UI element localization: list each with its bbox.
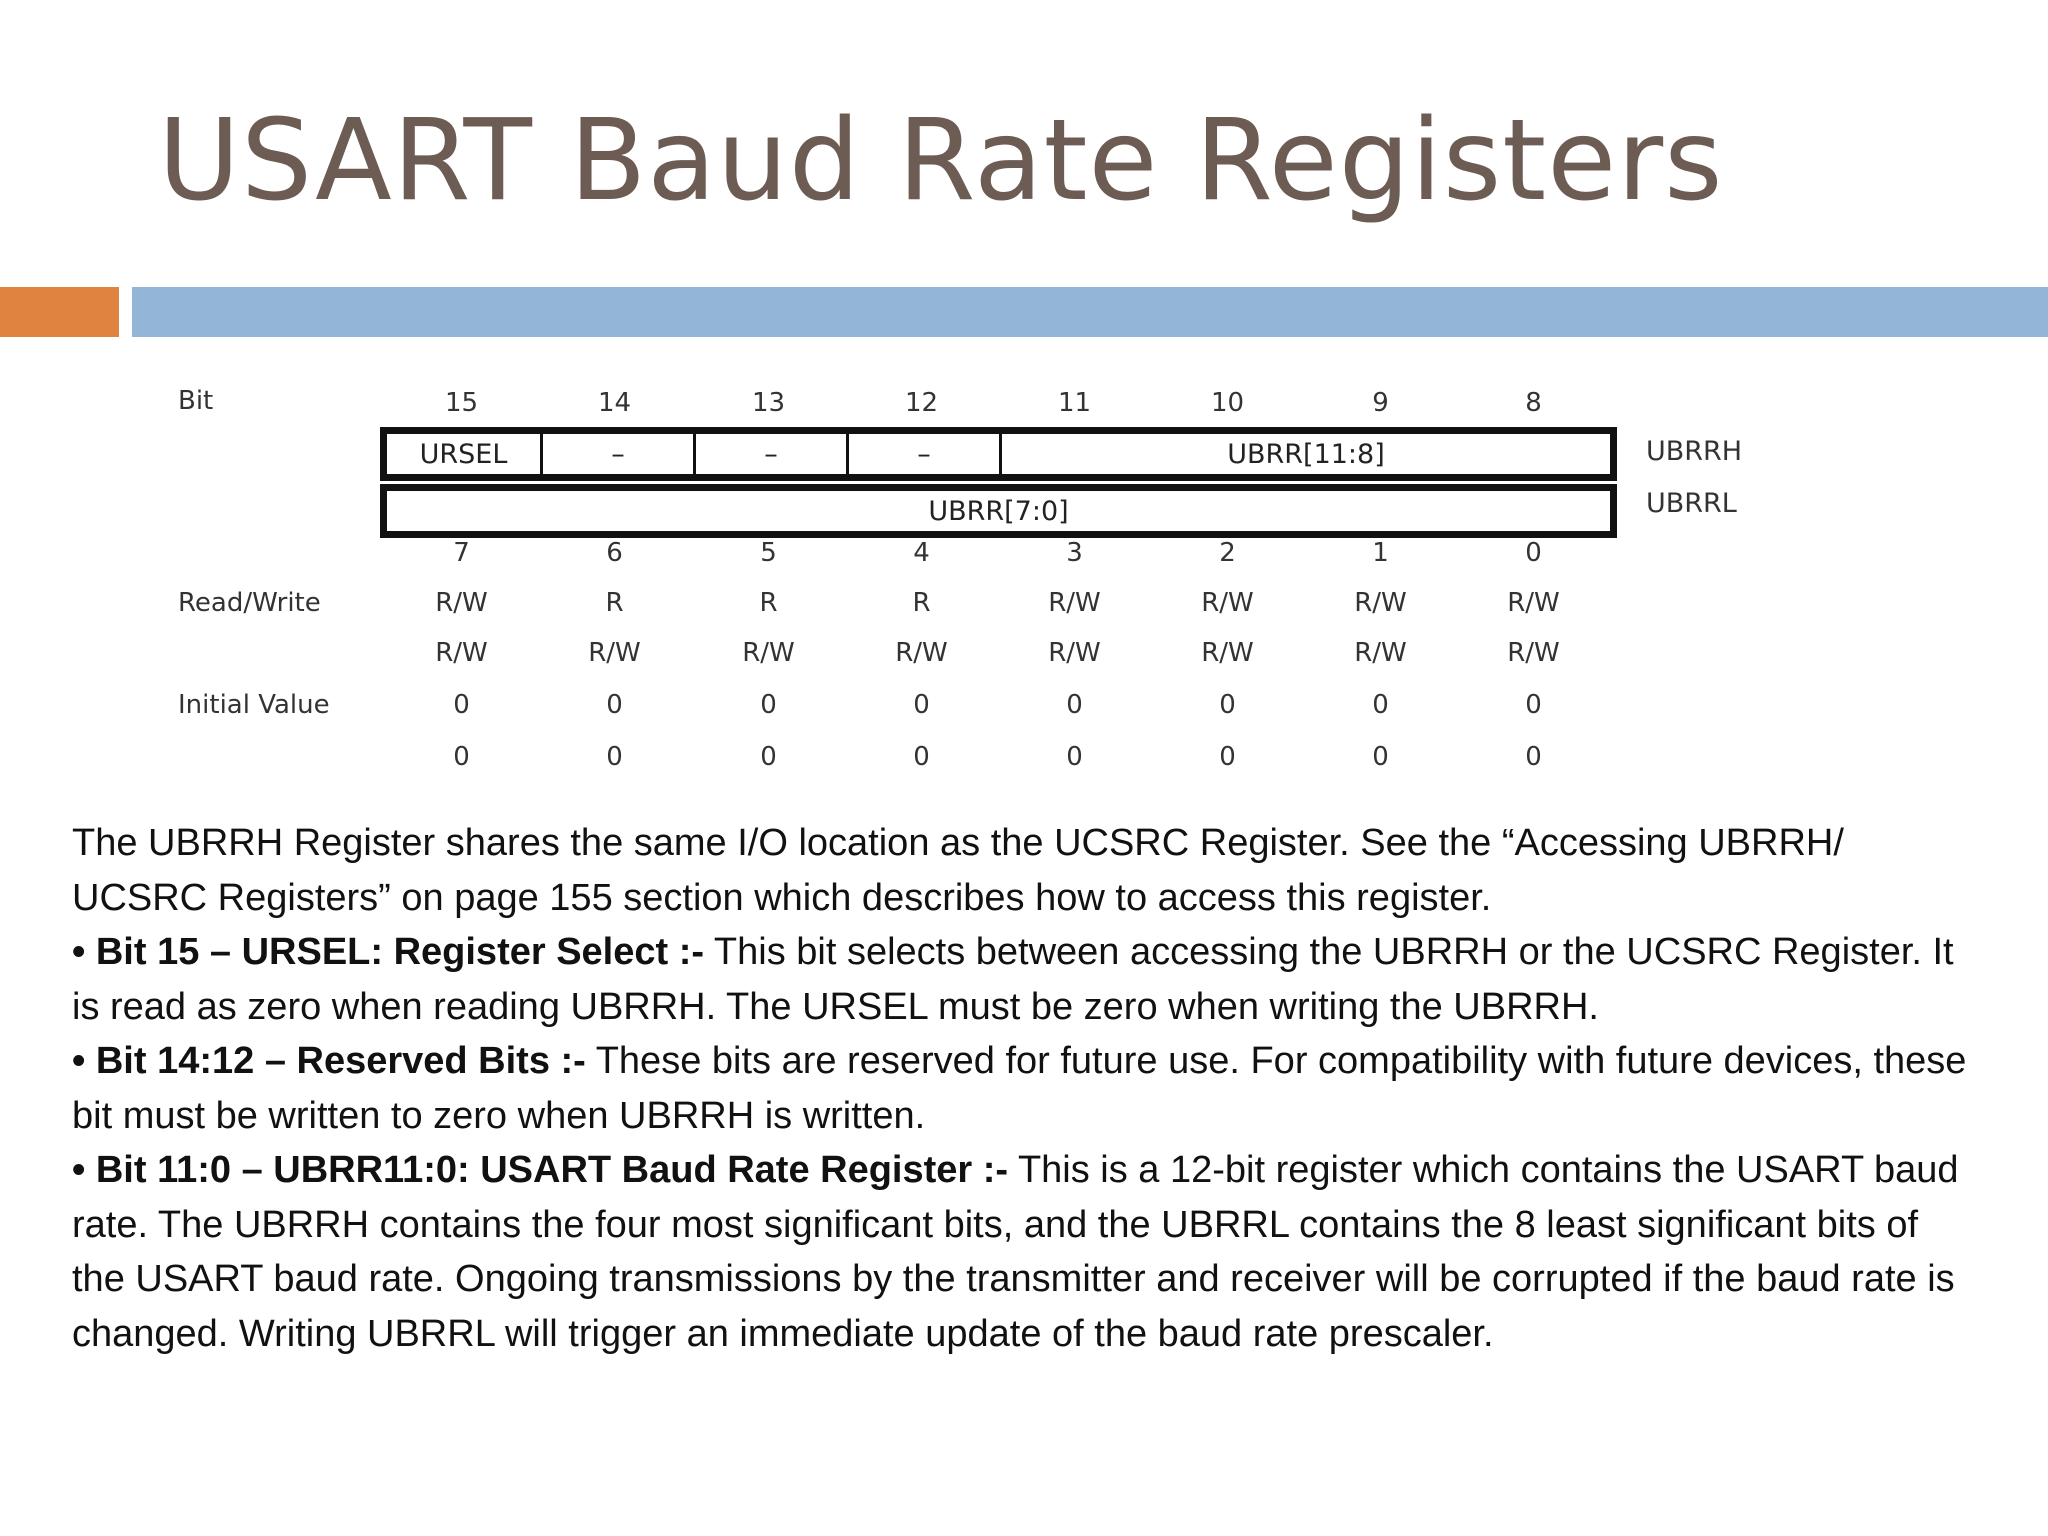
rw-value: R/W [1507, 588, 1560, 618]
bit-number: 9 [1372, 388, 1389, 418]
initial-value: 0 [1219, 690, 1236, 720]
rw-value: R/W [1048, 638, 1101, 668]
bit-number: 2 [1219, 538, 1236, 568]
bit-number: 5 [760, 538, 777, 568]
bit-number: 11 [1057, 388, 1092, 418]
bit-number: 10 [1210, 388, 1245, 418]
initial-value: 0 [913, 742, 930, 772]
register-field-reserved: – [696, 434, 849, 474]
register-field-reserved: – [849, 434, 1002, 474]
initial-value: 0 [1372, 742, 1389, 772]
ubrrl-register-row [380, 484, 1617, 538]
rw-value: R/W [1354, 588, 1407, 618]
rw-value: R/W [588, 638, 641, 668]
bit-number: 1 [1372, 538, 1389, 568]
bit-number: 0 [1525, 538, 1542, 568]
register-name-ubrrl: UBRRL [1646, 488, 1737, 519]
bit-number: 7 [453, 538, 470, 568]
initial-value: 0 [453, 690, 470, 720]
bit-number: 8 [1525, 388, 1542, 418]
initial-value: 0 [1066, 690, 1083, 720]
rw-value: R/W [435, 588, 488, 618]
initial-value: 0 [453, 742, 470, 772]
rw-value: R/W [1354, 638, 1407, 668]
bullet-bit11-0 [72, 1143, 1972, 1361]
rw-value: R [912, 588, 931, 618]
bullet-text: This is a 12-bit register which contains the USART baud rate. The UBRRH contains the four most significant bits, and the UBRRL contains the 8 least significant bits of the USART baud rate. Ongoing transmissions by the transmitter and receiver will be corrupted if the baud rate is changed. Writing UBRRL will trigger an immediate update of the baud rate prescaler. [72, 1149, 1959, 1355]
rw-value: R [759, 588, 778, 618]
slide-title: USART Baud Rate Registers [158, 96, 1724, 226]
rw-value: R/W [895, 638, 948, 668]
rw-value: R [605, 588, 624, 618]
bit-label: Bit [178, 386, 214, 416]
register-field-ursel: URSEL [387, 434, 543, 474]
read-write-label: Read/Write [178, 588, 321, 618]
ubrrh-register-row [380, 427, 1617, 481]
bullet-heading: • Bit 11:0 – UBRR11:0: USART Baud Rate Register :- [72, 1149, 1009, 1191]
initial-value-label: Initial Value [178, 690, 330, 720]
bullet-bit15 [72, 925, 1972, 1034]
rw-value: R/W [1507, 638, 1560, 668]
bit-number: 13 [751, 388, 786, 418]
initial-value: 0 [760, 690, 777, 720]
initial-value: 0 [1525, 742, 1542, 772]
bit-number: 3 [1066, 538, 1083, 568]
bit-number: 6 [606, 538, 623, 568]
bit-number: 12 [904, 388, 939, 418]
bit-number: 15 [444, 388, 479, 418]
initial-value: 0 [913, 690, 930, 720]
rw-value: R/W [1201, 588, 1254, 618]
initial-value: 0 [606, 742, 623, 772]
slide-body-text [72, 816, 1972, 1361]
initial-value: 0 [1066, 742, 1083, 772]
rw-value: R/W [1201, 638, 1254, 668]
register-field-ubrr-high: UBRR[11:8] [1227, 438, 1385, 470]
bit-number: 4 [913, 538, 930, 568]
initial-value: 0 [760, 742, 777, 772]
bullet-heading: • Bit 14:12 – Reserved Bits :- [72, 1040, 586, 1082]
initial-value: 0 [606, 690, 623, 720]
bullet-text: These bits are reserved for future use. For compatibility with future devices, these bit must be written to zero when UBRRH is written. [72, 1040, 1967, 1137]
intro-paragraph: The UBRRH Register shares the same I/O location as the UCSRC Register. See the “Accessing UBRRH/ UCSRC Registers” on page 155 section which describes how to access this register. [72, 822, 1844, 919]
bit-number: 14 [597, 388, 632, 418]
rw-value: R/W [742, 638, 795, 668]
bullet-bit14-12 [72, 1034, 1972, 1143]
register-field-ubrr-low: UBRR[7:0] [928, 495, 1069, 527]
register-field-reserved: – [543, 434, 696, 474]
rw-value: R/W [1048, 588, 1101, 618]
rw-value: R/W [435, 638, 488, 668]
initial-value: 0 [1219, 742, 1236, 772]
bullet-text: This bit selects between accessing the UBRRH or the UCSRC Register. It is read as zero when reading UBRRH. The URSEL must be zero when writing the UBRRH. [72, 931, 1954, 1028]
register-name-ubrrh: UBRRH [1646, 436, 1743, 467]
initial-value: 0 [1372, 690, 1389, 720]
bullet-heading: • Bit 15 – URSEL: Register Select :- [72, 931, 705, 973]
initial-value: 0 [1525, 690, 1542, 720]
